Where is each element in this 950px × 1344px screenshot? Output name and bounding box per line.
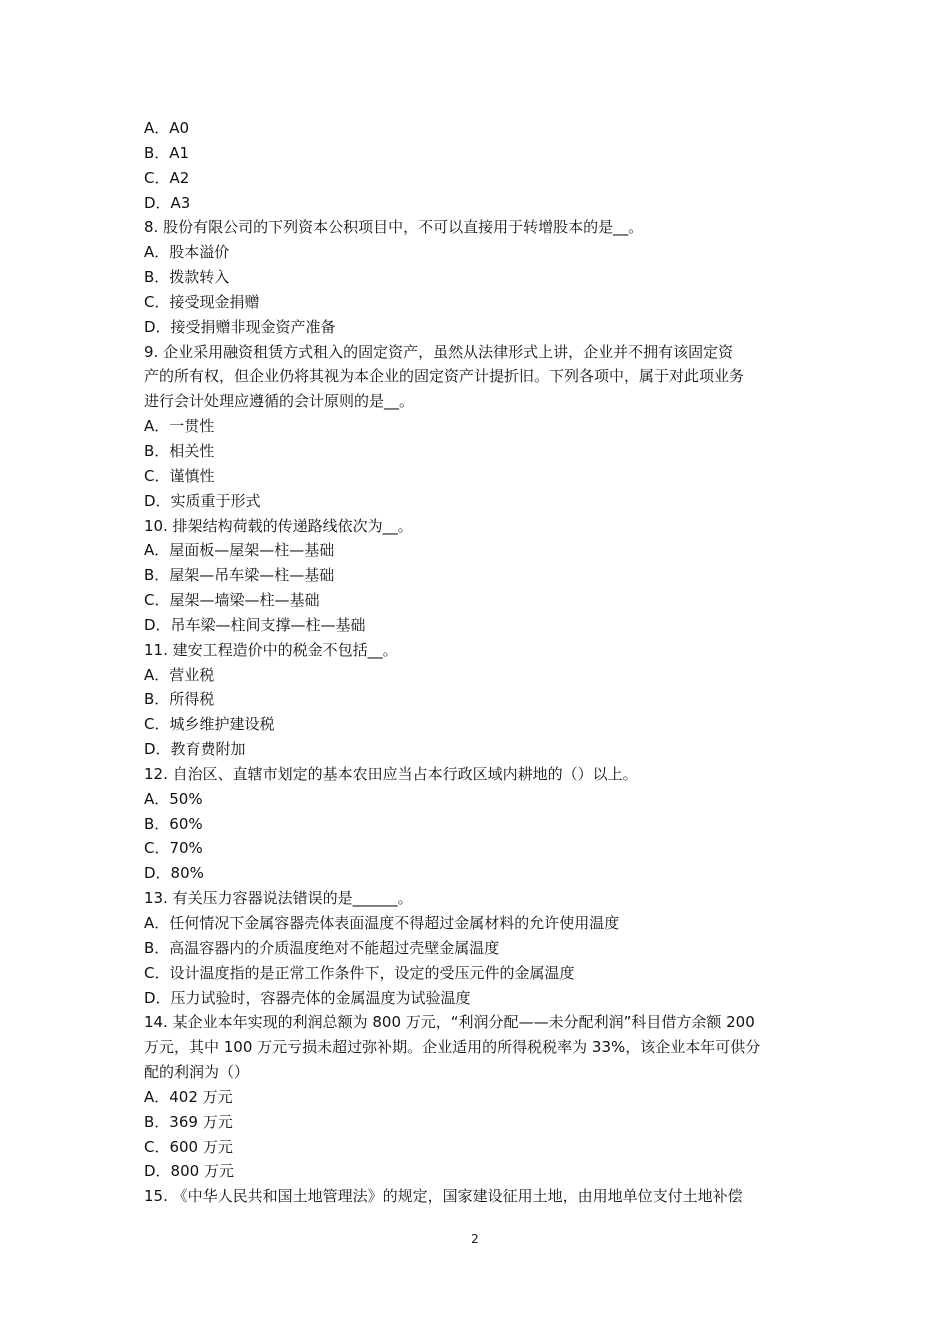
question-text-line: 15. 《中华人民共和国土地管理法》的规定，国家建设征用土地，由用地单位支付土地补偿 [144, 1187, 743, 1206]
answer-option: B．相关性 [144, 441, 215, 460]
answer-option: D．800 万元 [144, 1162, 234, 1181]
answer-option: A．402 万元 [144, 1087, 233, 1106]
answer-option: B．拨款转入 [144, 268, 230, 287]
answer-option: C．A2 [144, 168, 190, 187]
page-content [144, 116, 810, 1209]
answer-option: C．70% [144, 839, 203, 858]
answer-option: C．城乡维护建设税 [144, 715, 275, 734]
answer-option: B．369 万元 [144, 1112, 233, 1131]
question-text-line: 产的所有权，但企业仍将其视为本企业的固定资产计提折旧。下列各项中，属于对此项业务 [144, 367, 745, 386]
answer-option: B．A1 [144, 143, 190, 162]
question-text: 12. 自治区、直辖市划定的基本农田应当占本行政区域内耕地的（）以上。 [144, 764, 638, 783]
question-text-line: 进行会计处理应遵循的会计原则的是__。 [144, 392, 415, 411]
answer-option: A．一贯性 [144, 417, 215, 436]
answer-option: A．股本溢价 [144, 243, 230, 262]
answer-option: D．接受捐赠非现金资产准备 [144, 317, 336, 336]
answer-option: B．高温容器内的介质温度绝对不能超过壳壁金属温度 [144, 938, 500, 957]
question-text-line: 9. 企业采用融资租赁方式租入的固定资产，虽然从法律形式上讲，企业并不拥有该固定资 [144, 342, 734, 361]
question-text-line: 14. 某企业本年实现的利润总额为 800 万元，“利润分配——未分配利润”科目借方余额 200 [144, 1013, 755, 1032]
question-text: 10. 排架结构荷载的传递路线依次为__。 [144, 516, 413, 535]
answer-option: D．A3 [144, 193, 191, 212]
question-text-line: 配的利润为（） [144, 1063, 250, 1082]
answer-option: B．屋架—吊车梁—柱—基础 [144, 566, 335, 585]
answer-option: C．设计温度指的是正常工作条件下，设定的受压元件的金属温度 [144, 963, 575, 982]
answer-option: D．实质重于形式 [144, 491, 261, 510]
answer-option: B．60% [144, 814, 203, 833]
answer-option: A．50% [144, 789, 203, 808]
question-text-line: 万元，其中 100 万元亏损未超过弥补期。企业适用的所得税税率为 33%，该企业本年可供分 [144, 1038, 761, 1057]
answer-option: A．A0 [144, 119, 190, 137]
question-text: 8. 股份有限公司的下列资本公积项目中，不可以直接用于转增股本的是__。 [144, 218, 644, 237]
answer-option: B．所得税 [144, 690, 215, 709]
question-text: 13. 有关压力容器说法错误的是______。 [144, 889, 413, 908]
answer-option: A．任何情况下金属容器壳体表面温度不得超过金属材料的允许使用温度 [144, 914, 620, 932]
answer-option: C．600 万元 [144, 1137, 233, 1156]
answer-option: A．屋面板—屋架—柱—基础 [144, 541, 335, 560]
page-number: 2 [471, 1232, 479, 1246]
answer-option: C．屋架—墙梁—柱—基础 [144, 591, 320, 610]
answer-option: A．营业税 [144, 665, 215, 684]
answer-option: D．压力试验时，容器壳体的金属温度为试验温度 [144, 988, 471, 1007]
answer-option: D．教育费附加 [144, 740, 246, 759]
answer-option: C．谨慎性 [144, 466, 215, 485]
answer-option: C．接受现金捐赠 [144, 292, 260, 311]
question-text: 11. 建安工程造价中的税金不包括__。 [144, 640, 398, 659]
answer-option: D．吊车梁—柱间支撑—柱—基础 [144, 615, 366, 634]
answer-option: D．80% [144, 864, 204, 883]
